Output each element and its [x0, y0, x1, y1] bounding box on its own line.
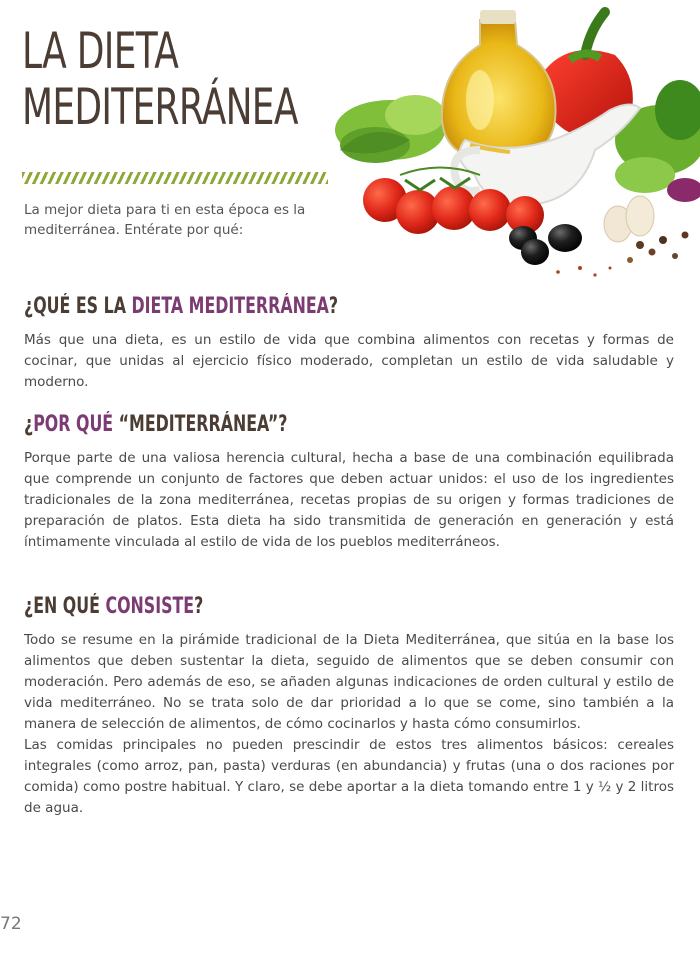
section-paragraph: Todo se resume en la pirámide tradicional de la Dieta Mediterránea, que sitúa en la base los alimentos que deben sustentar la dieta, seguido de alimentos que se deben consumir con moderación. Pero además de eso, se añaden algunas indicaciones de orden cultural y estilo de vida mediterráneo. No se trata solo de dar prioridad a lo que se come, sino también a la manera de selección de alimentos, de cómo cocinarlos y hasta cómo consumirlos.: [24, 632, 674, 732]
title-line-2: MEDITERRÁNEA: [22, 78, 298, 136]
section-paragraph: Porque parte de una valiosa herencia cultural, hecha a base de una combinación equilibrada que comprende un conjunto de factores que deben actuar unidos: el uso de los ingredientes tradicionales de la zona mediterránea, recetas propias de su origen y formas tradiciones de preparación de platos. Esta dieta ha sido transmitida de generación en generación y está íntimamente vinculada al estilo de vida de los pueblos mediterráneos.: [24, 450, 674, 550]
section-what-is: [24, 294, 674, 393]
lettuce-left: [335, 95, 445, 163]
intro-text: La mejor dieta para ti en esta época es la mediterránea. Entérate por qué:: [24, 202, 306, 238]
mediterranean-food-illustration: [330, 0, 700, 300]
section-what-consists: [24, 594, 674, 819]
section-heading: ¿POR QUÉ “MEDITERRÁNEA”?: [24, 412, 288, 437]
black-olives: [509, 224, 582, 265]
garlic: [604, 196, 654, 242]
page-title: [22, 22, 298, 136]
section-paragraph: Más que una dieta, es un estilo de vida que combina alimentos con recetas y formas de cocinar, que unidas al ejercicio físico moderado, completan un estilo de vida saludable y moderno.: [24, 332, 674, 390]
section-paragraph: Las comidas principales no pueden prescindir de estos tres alimentos básicos: cereales integrales (como arroz, pan, pasta) verduras (en abundancia) y frutas (una o dos raciones por comida) como postre habitual. Y claro, se debe aportar a la dieta tomando entre 1 y ½ y 2 litros de agua.: [24, 737, 674, 816]
oil-bottle: [442, 10, 556, 162]
page-number: 72: [0, 914, 22, 934]
section-why: [24, 412, 674, 553]
title-line-1: LA DIETA: [22, 22, 179, 80]
section-heading: ¿EN QUÉ CONSISTE?: [24, 594, 204, 619]
section-heading: ¿QUÉ ES LA DIETA MEDITERRÁNEA?: [24, 294, 339, 319]
decorative-stripe: [22, 172, 328, 184]
